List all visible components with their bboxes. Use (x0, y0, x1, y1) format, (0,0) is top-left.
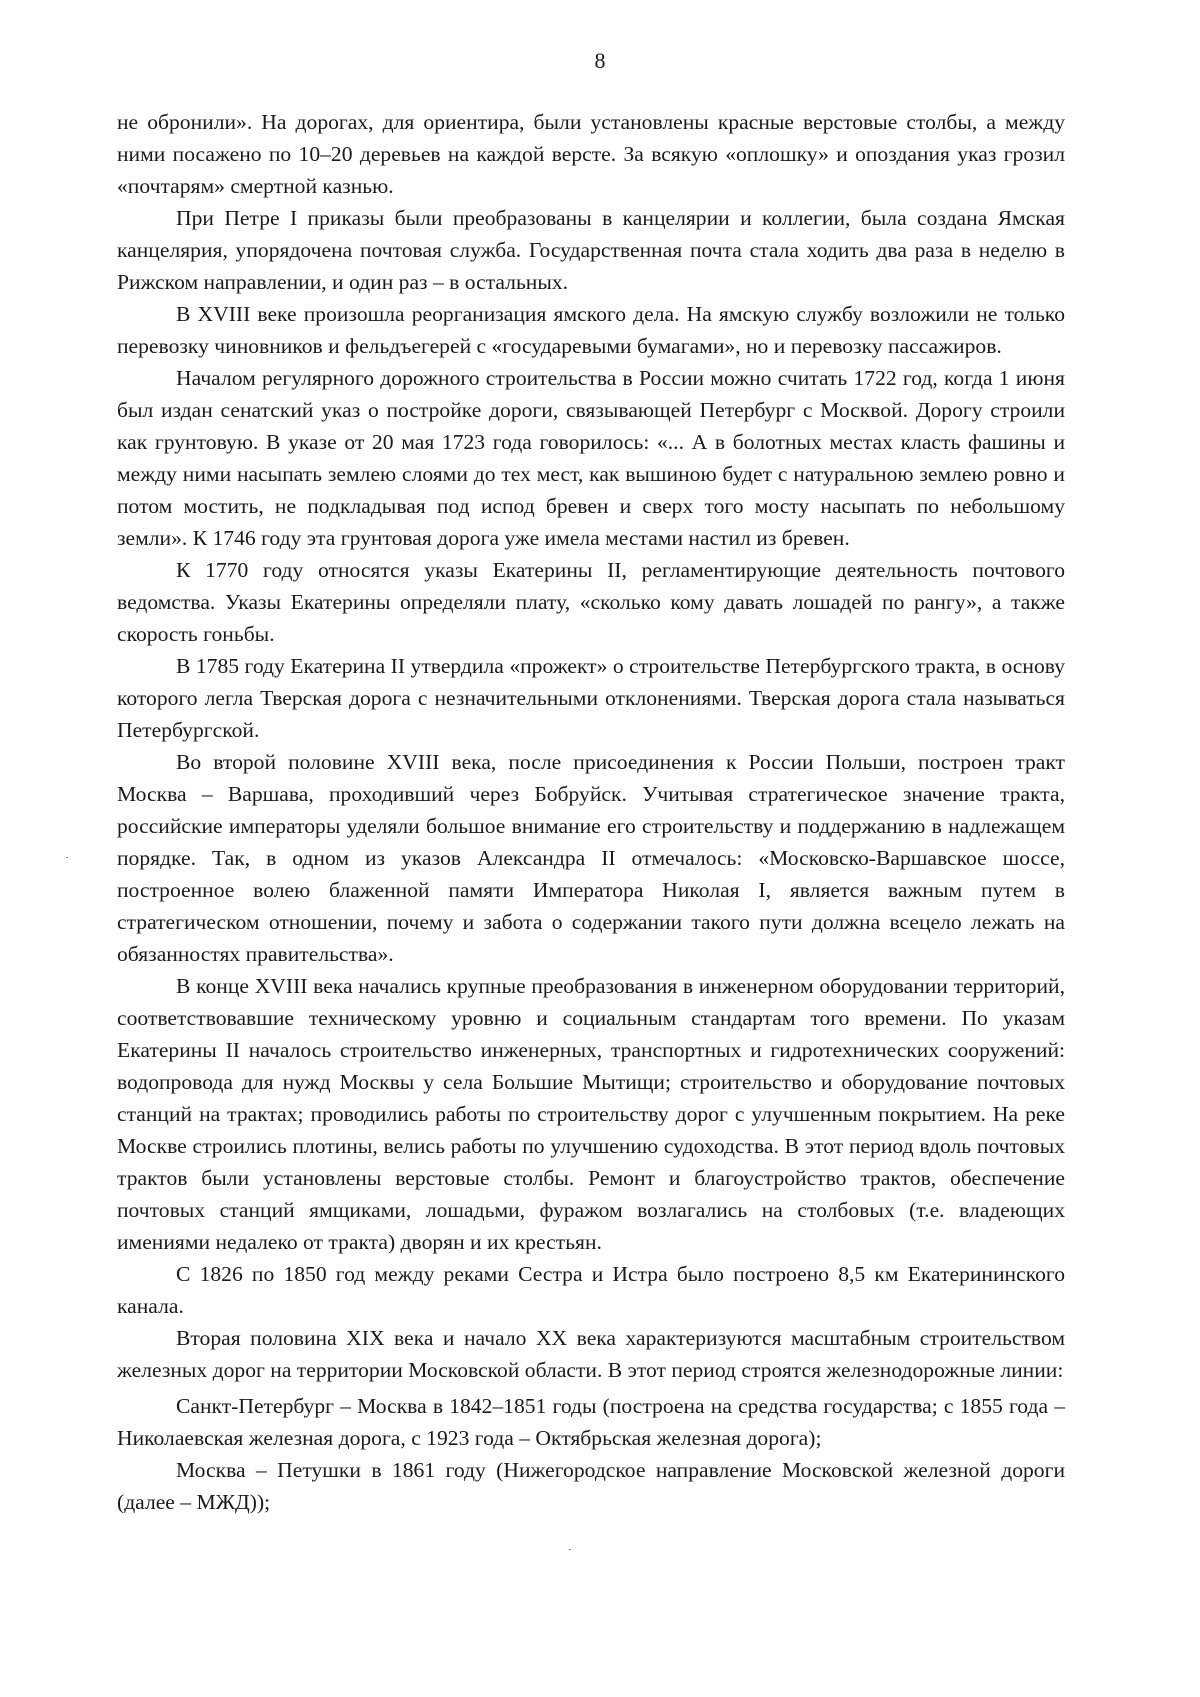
scan-speck (66, 857, 68, 858)
paragraph-7: Во второй половине XVIII века, после присоединения к России Польши, построен тракт Москва – Варшава, проходивший через Бобруйск. Учитывая стратегическое значение тракта, российские императоры уделяли большое внимание его строительству и поддержанию в надлежащем порядке. Так, в одном из указов Александра II отмечалось: «Московско-Варшавское шоссе, построенное волею блаженной памяти Императора Николая I, является важным путем в стратегическом отношении, почему и забота о содержании такого пути должна всецело лежать на обязанностях правительства». (117, 750, 1065, 966)
paragraph-3: В XVIII веке произошла реорганизация ямского дела. На ямскую службу возложили не только перевозку чиновников и фельдъегерей с «государевыми бумагами», но и перевозку пассажиров. (117, 302, 1065, 358)
paragraph-12: Москва – Петушки в 1861 году (Нижегородское направление Московской железной дороги (далее – МЖД)); (117, 1458, 1065, 1514)
page-number: 8 (594, 48, 606, 73)
paragraph-11: Санкт-Петербург – Москва в 1842–1851 годы (построена на средства государства; с 1855 года – Николаевская железная дорога, с 1923 года – Октябрьская железная дорога); (117, 1394, 1065, 1450)
paragraph-4: Началом регулярного дорожного строительства в России можно считать 1722 год, когда 1 июня был издан сенатский указ о постройке дороги, связывающей Петербург с Москвой. Дорогу строили как грунтовую. В указе от 20 мая 1723 года говорилось: «... А в болотных местах класть фашины и между ними насыпать землею слоями до тех мест, как вышиною будет с натуральною землею ровно и потом мостить, не подкладывая под испод бревен и сверх того мосту насыпать по небольшому земли». К 1746 году эта грунтовая дорога уже имела местами настил из бревен. (117, 366, 1065, 550)
paragraph-2: При Петре I приказы были преобразованы в канцелярии и коллегии, была создана Ямская канцелярия, упорядочена почтовая служба. Государственная почта стала ходить два раза в неделю в Рижском направлении, и один раз – в остальных. (117, 206, 1065, 294)
document-body (117, 106, 1065, 1518)
paragraph-6: В 1785 году Екатерина II утвердила «прожект» о строительстве Петербургского тракта, в основу которого легла Тверская дорога с незначительными отклонениями. Тверская дорога стала называться Петербургской. (117, 654, 1065, 742)
scan-speck (569, 1549, 571, 1550)
paragraph-10: Вторая половина XIX века и начало XX века характеризуются масштабным строительством железных дорог на территории Московской области. В этот период строятся железнодорожные линии: (117, 1326, 1065, 1382)
paragraph-5: К 1770 году относятся указы Екатерины II, регламентирующие деятельность почтового ведомства. Указы Екатерины определяли плату, «сколько кому давать лошадей по рангу», а также скорость гоньбы. (117, 558, 1065, 646)
paragraph-8: В конце XVIII века начались крупные преобразования в инженерном оборудовании территорий, соответствовавшие техническому уровню и социальным стандартам того времени. По указам Екатерины II началось строительство инженерных, транспортных и гидротехнических сооружений: водопровода для нужд Москвы у села Большие Мытищи; строительство и оборудование почтовых станций на трактах; проводились работы по строительству дорог с улучшенным покрытием. На реке Москве строились плотины, велись работы по улучшению судоходства. В этот период вдоль почтовых трактов были установлены верстовые столбы. Ремонт и благоустройство трактов, обеспечение почтовых станций ямщиками, лошадьми, фуражом возлагались на столбовых (т.е. владеющих имениями недалеко от тракта) дворян и их крестьян. (117, 974, 1065, 1254)
paragraph-9: С 1826 по 1850 год между реками Сестра и Истра было построено 8,5 км Екатерининского канала. (117, 1262, 1065, 1318)
paragraph-1: не обронили». На дорогах, для ориентира, были установлены красные верстовые столбы, а между ними посажено по 10–20 деревьев на каждой версте. За всякую «оплошку» и опоздания указ грозил «почтарям» смертной казнью. (117, 110, 1065, 198)
